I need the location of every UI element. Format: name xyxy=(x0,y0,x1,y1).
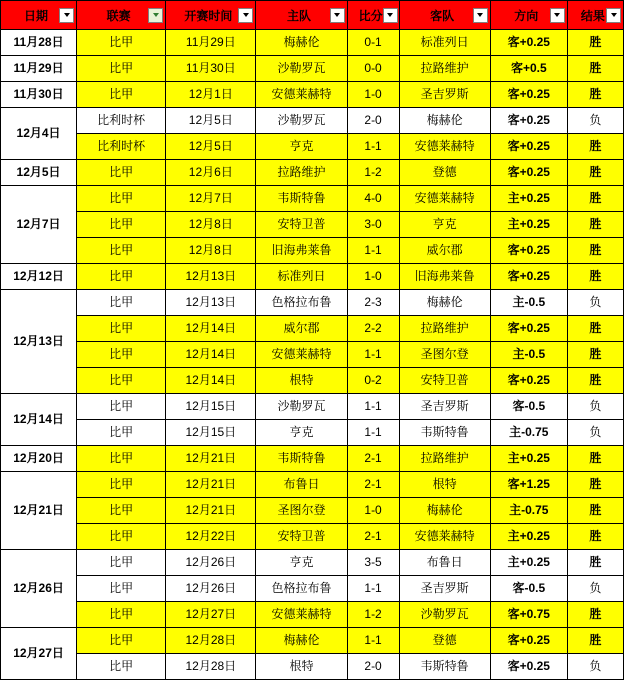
cell-direction: 客+0.25 xyxy=(490,264,567,290)
cell-result: 负 xyxy=(567,420,623,446)
table-row[interactable] xyxy=(1,368,624,394)
cell-away-team: 标准列日 xyxy=(399,30,490,56)
cell-score: 2-1 xyxy=(347,446,399,472)
cell-home-team: 沙勒罗瓦 xyxy=(256,394,347,420)
cell-away-team: 拉路维护 xyxy=(399,316,490,342)
filter-dropdown-icon[interactable] xyxy=(59,8,74,23)
cell-home-team: 亨克 xyxy=(256,550,347,576)
cell-result: 胜 xyxy=(567,602,623,628)
cell-away-team: 安特卫普 xyxy=(399,368,490,394)
column-header-direction[interactable] xyxy=(490,1,567,30)
cell-home-team: 布鲁日 xyxy=(256,472,347,498)
table-row[interactable] xyxy=(1,342,624,368)
cell-score: 1-0 xyxy=(347,82,399,108)
cell-away-team: 安德莱赫特 xyxy=(399,524,490,550)
cell-home-team: 沙勒罗瓦 xyxy=(256,56,347,82)
cell-date: 12月27日 xyxy=(1,628,77,680)
cell-result: 负 xyxy=(567,108,623,134)
cell-time: 12月14日 xyxy=(166,316,256,342)
cell-time: 12月26日 xyxy=(166,576,256,602)
cell-league: 比甲 xyxy=(77,212,166,238)
cell-time: 12月5日 xyxy=(166,134,256,160)
cell-score: 2-1 xyxy=(347,472,399,498)
cell-away-team: 亨克 xyxy=(399,212,490,238)
cell-direction: 主+0.25 xyxy=(490,446,567,472)
cell-direction: 客+0.25 xyxy=(490,160,567,186)
cell-home-team: 根特 xyxy=(256,368,347,394)
cell-date: 12月4日 xyxy=(1,108,77,160)
cell-away-team: 韦斯特鲁 xyxy=(399,420,490,446)
cell-league: 比利时杯 xyxy=(77,134,166,160)
cell-result: 胜 xyxy=(567,316,623,342)
cell-date: 11月30日 xyxy=(1,82,77,108)
cell-direction: 客+0.25 xyxy=(490,238,567,264)
cell-result: 胜 xyxy=(567,498,623,524)
cell-direction: 客+0.75 xyxy=(490,602,567,628)
cell-away-team: 布鲁日 xyxy=(399,550,490,576)
cell-league: 比甲 xyxy=(77,290,166,316)
table-row[interactable] xyxy=(1,498,624,524)
cell-result: 胜 xyxy=(567,524,623,550)
chevron-down-icon xyxy=(387,13,393,17)
cell-result: 胜 xyxy=(567,628,623,654)
chevron-down-icon xyxy=(554,13,560,17)
cell-result: 胜 xyxy=(567,134,623,160)
column-header-label: 客队 xyxy=(430,8,455,23)
cell-away-team: 威尔郡 xyxy=(399,238,490,264)
table-row[interactable] xyxy=(1,82,624,108)
cell-result: 胜 xyxy=(567,238,623,264)
cell-score: 2-2 xyxy=(347,316,399,342)
table-row[interactable] xyxy=(1,602,624,628)
column-header-label: 日期 xyxy=(24,8,49,23)
cell-home-team: 安德莱赫特 xyxy=(256,82,347,108)
cell-time: 12月27日 xyxy=(166,602,256,628)
chevron-down-icon xyxy=(243,13,249,17)
cell-home-team: 安德莱赫特 xyxy=(256,602,347,628)
cell-result: 胜 xyxy=(567,368,623,394)
table-row[interactable] xyxy=(1,238,624,264)
column-header-time[interactable] xyxy=(166,1,256,30)
header-row xyxy=(1,1,624,30)
table-row[interactable] xyxy=(1,212,624,238)
filter-dropdown-icon[interactable] xyxy=(238,8,253,23)
cell-direction: 主-0.75 xyxy=(490,420,567,446)
column-header-label: 结果 xyxy=(580,8,605,23)
cell-result: 负 xyxy=(567,394,623,420)
table-row[interactable] xyxy=(1,56,624,82)
column-header-score[interactable] xyxy=(347,1,399,30)
column-header-away[interactable] xyxy=(399,1,490,30)
table-row[interactable] xyxy=(1,446,624,472)
cell-away-team: 圣吉罗斯 xyxy=(399,82,490,108)
cell-direction: 客+0.25 xyxy=(490,108,567,134)
cell-away-team: 圣吉罗斯 xyxy=(399,576,490,602)
cell-home-team: 沙勒罗瓦 xyxy=(256,108,347,134)
cell-time: 12月14日 xyxy=(166,342,256,368)
cell-direction: 客+1.25 xyxy=(490,472,567,498)
column-header-label: 联赛 xyxy=(106,8,131,23)
cell-league: 比甲 xyxy=(77,550,166,576)
table-row[interactable] xyxy=(1,108,624,134)
chevron-down-icon xyxy=(153,13,159,17)
cell-away-team: 根特 xyxy=(399,472,490,498)
filter-dropdown-icon[interactable] xyxy=(606,8,621,23)
cell-home-team: 根特 xyxy=(256,654,347,680)
cell-result: 胜 xyxy=(567,212,623,238)
cell-date: 11月28日 xyxy=(1,30,77,56)
cell-score: 1-1 xyxy=(347,394,399,420)
cell-away-team: 圣图尔登 xyxy=(399,342,490,368)
cell-away-team: 梅赫伦 xyxy=(399,290,490,316)
cell-away-team: 沙勒罗瓦 xyxy=(399,602,490,628)
cell-home-team: 亨克 xyxy=(256,134,347,160)
cell-league: 比甲 xyxy=(77,576,166,602)
cell-direction: 客+0.25 xyxy=(490,628,567,654)
cell-away-team: 登德 xyxy=(399,628,490,654)
cell-home-team: 色格拉布鲁 xyxy=(256,576,347,602)
cell-league: 比甲 xyxy=(77,56,166,82)
table-row[interactable] xyxy=(1,420,624,446)
table-body xyxy=(1,30,624,680)
cell-home-team: 圣图尔登 xyxy=(256,498,347,524)
cell-score: 1-1 xyxy=(347,238,399,264)
cell-direction: 主-0.75 xyxy=(490,498,567,524)
cell-result: 负 xyxy=(567,290,623,316)
cell-away-team: 安德莱赫特 xyxy=(399,134,490,160)
cell-score: 0-1 xyxy=(347,30,399,56)
cell-direction: 客+0.25 xyxy=(490,316,567,342)
cell-time: 12月8日 xyxy=(166,238,256,264)
cell-date: 12月26日 xyxy=(1,550,77,628)
filter-dropdown-icon[interactable] xyxy=(383,8,398,23)
table-row[interactable] xyxy=(1,186,624,212)
cell-league: 比甲 xyxy=(77,420,166,446)
cell-league: 比甲 xyxy=(77,628,166,654)
cell-home-team: 标准列日 xyxy=(256,264,347,290)
cell-direction: 主+0.25 xyxy=(490,550,567,576)
cell-away-team: 拉路维护 xyxy=(399,56,490,82)
cell-date: 12月7日 xyxy=(1,186,77,264)
column-header-date[interactable] xyxy=(1,1,77,30)
filter-dropdown-icon[interactable] xyxy=(148,8,163,23)
cell-result: 胜 xyxy=(567,160,623,186)
cell-direction: 主-0.5 xyxy=(490,290,567,316)
table-row[interactable] xyxy=(1,160,624,186)
cell-result: 负 xyxy=(567,576,623,602)
cell-time: 12月13日 xyxy=(166,264,256,290)
cell-score: 1-1 xyxy=(347,628,399,654)
cell-score: 3-0 xyxy=(347,212,399,238)
cell-score: 3-5 xyxy=(347,550,399,576)
cell-home-team: 色格拉布鲁 xyxy=(256,290,347,316)
cell-away-team: 梅赫伦 xyxy=(399,108,490,134)
cell-away-team: 安德莱赫特 xyxy=(399,186,490,212)
cell-direction: 客+0.5 xyxy=(490,56,567,82)
cell-time: 12月1日 xyxy=(166,82,256,108)
chevron-down-icon xyxy=(334,13,340,17)
cell-direction: 主+0.25 xyxy=(490,524,567,550)
cell-direction: 主+0.25 xyxy=(490,186,567,212)
cell-league: 比甲 xyxy=(77,524,166,550)
cell-score: 1-1 xyxy=(347,342,399,368)
cell-score: 1-1 xyxy=(347,420,399,446)
cell-time: 12月28日 xyxy=(166,654,256,680)
cell-league: 比甲 xyxy=(77,602,166,628)
column-header-label: 比分 xyxy=(358,8,383,23)
cell-time: 12月21日 xyxy=(166,498,256,524)
cell-date: 11月29日 xyxy=(1,56,77,82)
cell-direction: 主+0.25 xyxy=(490,212,567,238)
chevron-down-icon xyxy=(64,13,70,17)
cell-result: 胜 xyxy=(567,342,623,368)
cell-time: 12月8日 xyxy=(166,212,256,238)
cell-score: 2-3 xyxy=(347,290,399,316)
cell-date: 12月5日 xyxy=(1,160,77,186)
cell-score: 4-0 xyxy=(347,186,399,212)
cell-date: 12月14日 xyxy=(1,394,77,446)
cell-league: 比甲 xyxy=(77,342,166,368)
cell-league: 比甲 xyxy=(77,160,166,186)
cell-away-team: 圣吉罗斯 xyxy=(399,394,490,420)
chevron-down-icon xyxy=(611,13,617,17)
cell-league: 比甲 xyxy=(77,264,166,290)
cell-result: 胜 xyxy=(567,56,623,82)
cell-score: 1-0 xyxy=(347,264,399,290)
cell-date: 12月12日 xyxy=(1,264,77,290)
cell-direction: 客-0.5 xyxy=(490,576,567,602)
cell-direction: 客+0.25 xyxy=(490,134,567,160)
cell-direction: 主-0.5 xyxy=(490,342,567,368)
cell-date: 12月21日 xyxy=(1,472,77,550)
cell-score: 2-0 xyxy=(347,654,399,680)
column-header-label: 方向 xyxy=(514,8,539,23)
cell-home-team: 梅赫伦 xyxy=(256,30,347,56)
cell-time: 11月30日 xyxy=(166,56,256,82)
table-row[interactable] xyxy=(1,316,624,342)
cell-home-team: 旧海弗莱鲁 xyxy=(256,238,347,264)
cell-home-team: 梅赫伦 xyxy=(256,628,347,654)
cell-score: 1-1 xyxy=(347,134,399,160)
cell-home-team: 安德莱赫特 xyxy=(256,342,347,368)
cell-league: 比甲 xyxy=(77,446,166,472)
cell-time: 12月5日 xyxy=(166,108,256,134)
cell-date: 12月13日 xyxy=(1,290,77,394)
cell-away-team: 登德 xyxy=(399,160,490,186)
cell-home-team: 威尔郡 xyxy=(256,316,347,342)
cell-league: 比利时杯 xyxy=(77,108,166,134)
cell-date: 12月20日 xyxy=(1,446,77,472)
cell-home-team: 安特卫普 xyxy=(256,212,347,238)
cell-time: 12月26日 xyxy=(166,550,256,576)
cell-direction: 客+0.25 xyxy=(490,82,567,108)
table-row[interactable] xyxy=(1,628,624,654)
cell-time: 12月15日 xyxy=(166,394,256,420)
cell-home-team: 韦斯特鲁 xyxy=(256,446,347,472)
cell-result: 胜 xyxy=(567,472,623,498)
cell-score: 1-1 xyxy=(347,576,399,602)
table-row[interactable] xyxy=(1,394,624,420)
cell-score: 2-1 xyxy=(347,524,399,550)
cell-time: 12月15日 xyxy=(166,420,256,446)
cell-score: 2-0 xyxy=(347,108,399,134)
cell-time: 12月6日 xyxy=(166,160,256,186)
column-header-label: 开赛时间 xyxy=(184,8,233,23)
cell-home-team: 拉路维护 xyxy=(256,160,347,186)
cell-time: 11月29日 xyxy=(166,30,256,56)
filter-dropdown-icon[interactable] xyxy=(473,8,488,23)
column-header-result[interactable] xyxy=(567,1,623,30)
cell-direction: 客-0.5 xyxy=(490,394,567,420)
cell-league: 比甲 xyxy=(77,654,166,680)
cell-time: 12月28日 xyxy=(166,628,256,654)
column-header-home[interactable] xyxy=(256,1,347,30)
table-row[interactable] xyxy=(1,550,624,576)
table-row[interactable] xyxy=(1,472,624,498)
cell-score: 1-2 xyxy=(347,602,399,628)
cell-league: 比甲 xyxy=(77,82,166,108)
cell-time: 12月21日 xyxy=(166,446,256,472)
cell-result: 胜 xyxy=(567,446,623,472)
cell-score: 1-0 xyxy=(347,498,399,524)
filter-dropdown-icon[interactable] xyxy=(550,8,565,23)
cell-away-team: 拉路维护 xyxy=(399,446,490,472)
cell-time: 12月21日 xyxy=(166,472,256,498)
chevron-down-icon xyxy=(477,13,483,17)
cell-time: 12月13日 xyxy=(166,290,256,316)
cell-result: 胜 xyxy=(567,82,623,108)
cell-direction: 客+0.25 xyxy=(490,654,567,680)
table-row[interactable] xyxy=(1,290,624,316)
cell-league: 比甲 xyxy=(77,498,166,524)
cell-league: 比甲 xyxy=(77,394,166,420)
cell-direction: 客+0.25 xyxy=(490,368,567,394)
cell-result: 胜 xyxy=(567,264,623,290)
cell-result: 负 xyxy=(567,654,623,680)
cell-league: 比甲 xyxy=(77,186,166,212)
cell-direction: 客+0.25 xyxy=(490,30,567,56)
table-row[interactable] xyxy=(1,654,624,680)
cell-league: 比甲 xyxy=(77,316,166,342)
cell-away-team: 梅赫伦 xyxy=(399,498,490,524)
column-header-label: 主队 xyxy=(286,8,311,23)
cell-league: 比甲 xyxy=(77,238,166,264)
cell-result: 胜 xyxy=(567,186,623,212)
cell-time: 12月7日 xyxy=(166,186,256,212)
cell-result: 胜 xyxy=(567,550,623,576)
cell-home-team: 韦斯特鲁 xyxy=(256,186,347,212)
cell-away-team: 韦斯特鲁 xyxy=(399,654,490,680)
cell-score: 1-2 xyxy=(347,160,399,186)
column-header-league[interactable] xyxy=(77,1,166,30)
cell-home-team: 安特卫普 xyxy=(256,524,347,550)
cell-home-team: 亨克 xyxy=(256,420,347,446)
table-row[interactable] xyxy=(1,264,624,290)
cell-league: 比甲 xyxy=(77,472,166,498)
cell-time: 12月22日 xyxy=(166,524,256,550)
cell-league: 比甲 xyxy=(77,30,166,56)
cell-time: 12月14日 xyxy=(166,368,256,394)
table-row[interactable] xyxy=(1,524,624,550)
cell-away-team: 旧海弗莱鲁 xyxy=(399,264,490,290)
filter-dropdown-icon[interactable] xyxy=(330,8,345,23)
table-header xyxy=(1,1,624,30)
table-row[interactable] xyxy=(1,576,624,602)
cell-score: 0-0 xyxy=(347,56,399,82)
cell-result: 胜 xyxy=(567,30,623,56)
cell-score: 0-2 xyxy=(347,368,399,394)
cell-league: 比甲 xyxy=(77,368,166,394)
table-row[interactable] xyxy=(1,30,624,56)
table-row[interactable] xyxy=(1,134,624,160)
